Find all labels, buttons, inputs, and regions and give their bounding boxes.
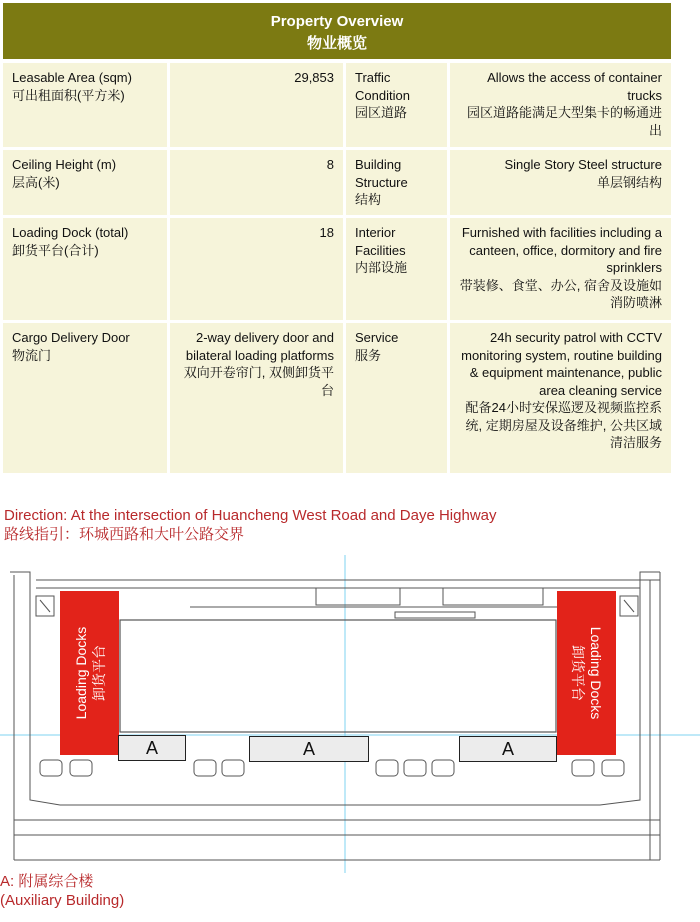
property-overview-header xyxy=(3,3,671,59)
row-value-2: 24h security patrol with CCTV monitoring system, routine building & equipment maintenance, public area cleaning service 配备24小时安保巡逻及视频监控系统, 定期房屋及设备维护, 公共区域清洁服务 xyxy=(450,323,671,473)
table-row xyxy=(3,150,671,215)
row-label-2: Interior Facilities 内部设施 xyxy=(346,218,447,320)
auxiliary-building-a: A xyxy=(249,736,369,762)
direction-zh: 路线指引：环城西路和大叶公路交界 xyxy=(4,526,245,543)
table-row xyxy=(3,63,671,147)
property-table xyxy=(3,63,671,476)
row-value: 2-way delivery door and bilateral loading platforms 双向开卷帘门, 双侧卸货平台 xyxy=(170,323,343,473)
legend xyxy=(0,872,124,910)
row-value-2: Single Story Steel structure 单层钢结构 xyxy=(450,150,671,215)
row-value: 8 xyxy=(170,150,343,215)
row-value: 29,853 xyxy=(170,63,343,147)
direction-text xyxy=(4,506,497,544)
table-row xyxy=(3,323,671,473)
auxiliary-building-a: A xyxy=(459,736,557,762)
row-label: Loading Dock (total) 卸货平台(合计) xyxy=(3,218,167,320)
row-value-2: Furnished with facilities including a canteen, office, dormitory and fire sprinklers 带装修、食堂、办公, 宿舍及设施如消防喷淋 xyxy=(450,218,671,320)
dock-label-en: Loading Docks xyxy=(587,626,604,720)
auxiliary-building-a: A xyxy=(118,735,186,761)
row-label: Ceiling Height (m) 层高(米) xyxy=(3,150,167,215)
row-label-2: Traffic Condition 园区道路 xyxy=(346,63,447,147)
dock-label-zh: 卸货平台 xyxy=(569,645,586,701)
legend-en: (Auxiliary Building) xyxy=(0,892,125,909)
loading-docks-left xyxy=(60,591,119,755)
legend-zh: A: 附属综合楼 xyxy=(0,873,94,890)
row-value: 18 xyxy=(170,218,343,320)
row-label-2: Service 服务 xyxy=(346,323,447,473)
loading-docks-right xyxy=(557,591,616,755)
row-label: Leasable Area (sqm) 可出租面积(平方米) xyxy=(3,63,167,147)
row-label-2: Building Structure 结构 xyxy=(346,150,447,215)
row-value-2: Allows the access of container trucks 园区道路能满足大型集卡的畅通进出 xyxy=(450,63,671,147)
dock-label-en: Loading Docks xyxy=(72,626,89,720)
table-row xyxy=(3,218,671,320)
direction-en: Direction: At the intersection of Huancheng West Road and Daye Highway xyxy=(4,507,497,524)
dock-label-zh: 卸货平台 xyxy=(90,645,107,701)
header-title-en: Property Overview xyxy=(270,13,404,30)
row-label: Cargo Delivery Door 物流门 xyxy=(3,323,167,473)
header-title-zh: 物业概览 xyxy=(306,35,367,52)
